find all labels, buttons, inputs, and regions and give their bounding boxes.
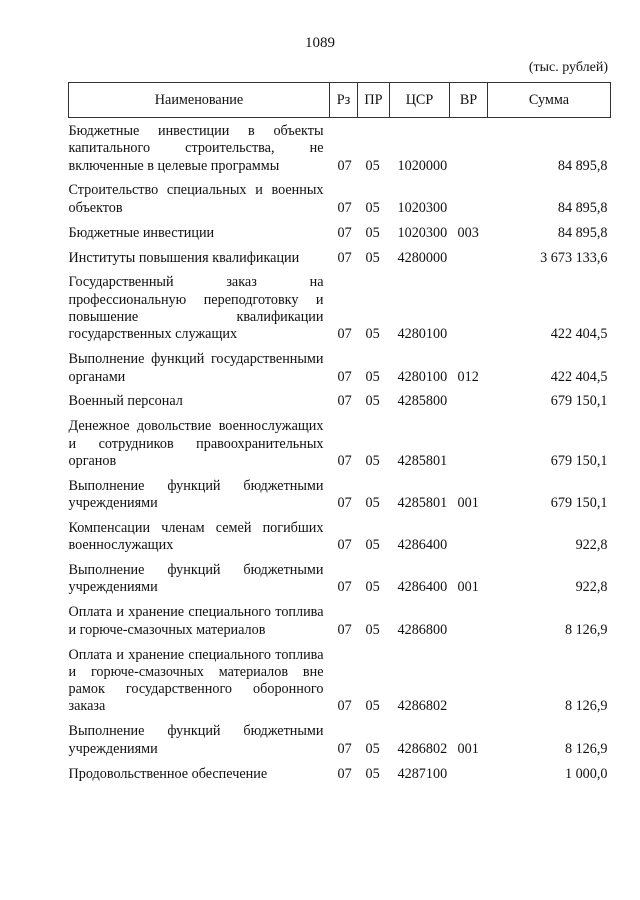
cell-sum: 8 126,9 — [564, 698, 608, 715]
cell-vr — [450, 267, 488, 344]
cell-name: Выполнение функций бюджетными учреждениями — [68, 723, 324, 757]
cell-vr — [450, 118, 488, 175]
cell-name: Бюджетные инвестиции — [68, 224, 215, 241]
cell-name: Выполнение функций государственными органами — [68, 351, 324, 385]
page-number: 1089 — [305, 35, 335, 51]
table-row — [69, 411, 611, 470]
header-rz: Рз — [330, 83, 358, 118]
cell-csr: 1020300 — [397, 199, 448, 216]
cell-vr: 001 — [457, 495, 479, 512]
cell-vr — [450, 386, 488, 411]
cell-name: Продовольственное обеспечение — [68, 765, 268, 782]
cell-sum: 679 150,1 — [550, 393, 608, 410]
cell-pr: 05 — [365, 740, 380, 757]
table-row — [69, 242, 611, 267]
cell-pr: 05 — [365, 393, 380, 410]
cell-rz: 07 — [337, 579, 352, 596]
cell-rz: 07 — [337, 326, 352, 343]
cell-sum: 8 126,9 — [564, 621, 608, 638]
table-row — [69, 470, 611, 512]
cell-csr: 4285801 — [397, 452, 448, 469]
cell-rz: 07 — [337, 199, 352, 216]
cell-rz: 07 — [337, 765, 352, 782]
cell-pr: 05 — [365, 157, 380, 174]
cell-name: Оплата и хранение специального топлива и горюче-смазочных материалов — [68, 604, 324, 638]
cell-rz: 07 — [337, 249, 352, 266]
cell-vr — [450, 758, 488, 783]
cell-pr: 05 — [365, 621, 380, 638]
cell-name: Бюджетные инвестиции в объекты капитального строительства, не включенные в целевые программы — [68, 123, 324, 174]
table-row — [69, 118, 611, 175]
cell-sum: 922,8 — [575, 579, 608, 596]
cell-csr: 4286800 — [397, 621, 448, 638]
header-vr: ВР — [450, 83, 488, 118]
cell-rz: 07 — [337, 393, 352, 410]
cell-csr: 4286802 — [397, 740, 448, 757]
cell-sum: 679 150,1 — [550, 495, 608, 512]
table-row — [69, 639, 611, 716]
cell-rz: 07 — [337, 740, 352, 757]
cell-vr — [450, 639, 488, 716]
cell-rz: 07 — [337, 368, 352, 385]
cell-rz: 07 — [337, 495, 352, 512]
cell-pr: 05 — [365, 199, 380, 216]
cell-pr: 05 — [365, 452, 380, 469]
cell-csr: 1020000 — [397, 157, 448, 174]
header-name: Наименование — [69, 83, 330, 118]
cell-sum: 679 150,1 — [550, 452, 608, 469]
cell-name: Военный персонал — [68, 393, 183, 410]
table-row — [69, 267, 611, 344]
header-csr: ЦСР — [390, 83, 450, 118]
cell-sum: 922,8 — [575, 537, 608, 554]
cell-rz: 07 — [337, 621, 352, 638]
units-label: (тыс. рублей) — [528, 60, 608, 75]
cell-name: Денежное довольствие военнослужащих и сотрудников правоохранительных органов — [68, 418, 324, 469]
cell-name: Строительство специальных и военных объектов — [68, 182, 324, 216]
cell-csr: 4280000 — [397, 249, 448, 266]
cell-rz: 07 — [337, 537, 352, 554]
cell-sum: 84 895,8 — [557, 157, 608, 174]
cell-csr: 4280100 — [397, 368, 448, 385]
cell-vr — [450, 597, 488, 639]
table-row — [69, 597, 611, 639]
cell-name: Оплата и хранение специального топлива и горюче-смазочных материалов вне рамок государственного оборонного заказа — [68, 646, 324, 715]
cell-csr: 4285800 — [397, 393, 448, 410]
cell-vr — [450, 512, 488, 554]
cell-vr: 001 — [457, 740, 479, 757]
cell-rz: 07 — [337, 157, 352, 174]
cell-name: Институты повышения квалификации — [68, 249, 300, 266]
cell-pr: 05 — [365, 326, 380, 343]
table-row — [69, 344, 611, 386]
cell-vr: 001 — [457, 579, 479, 596]
table-row — [69, 716, 611, 758]
cell-sum: 422 404,5 — [550, 368, 608, 385]
cell-name: Выполнение функций бюджетными учреждениями — [68, 562, 324, 596]
table-row — [69, 512, 611, 554]
cell-vr: 012 — [457, 368, 479, 385]
cell-csr: 1020300 — [397, 224, 448, 241]
cell-pr: 05 — [365, 537, 380, 554]
cell-pr: 05 — [365, 495, 380, 512]
cell-csr: 4286400 — [397, 537, 448, 554]
cell-csr: 4280100 — [397, 326, 448, 343]
cell-csr: 4287100 — [397, 765, 448, 782]
cell-sum: 84 895,8 — [557, 199, 608, 216]
cell-rz: 07 — [337, 698, 352, 715]
table-row — [69, 386, 611, 411]
cell-rz: 07 — [337, 452, 352, 469]
cell-sum: 422 404,5 — [550, 326, 608, 343]
cell-pr: 05 — [365, 249, 380, 266]
cell-csr: 4286802 — [397, 698, 448, 715]
cell-name: Компенсации членам семей погибших военнослужащих — [68, 519, 324, 554]
cell-vr: 003 — [457, 224, 479, 241]
cell-pr: 05 — [365, 698, 380, 715]
cell-sum: 1 000,0 — [564, 765, 608, 782]
table-header — [69, 83, 611, 118]
cell-name: Государственный заказ на профессиональную переподготовку и повышение квалификации государственных служащих — [68, 274, 324, 343]
cell-sum: 8 126,9 — [564, 740, 608, 757]
cell-pr: 05 — [365, 224, 380, 241]
cell-name: Выполнение функций бюджетными учреждениями — [68, 477, 324, 512]
table-row — [69, 175, 611, 217]
header-pr: ПР — [358, 83, 390, 118]
header-sum: Сумма — [488, 83, 611, 118]
cell-pr: 05 — [365, 579, 380, 596]
cell-rz: 07 — [337, 224, 352, 241]
table-row — [69, 217, 611, 242]
cell-sum: 3 673 133,6 — [540, 249, 608, 266]
cell-vr — [450, 175, 488, 217]
table-row — [69, 758, 611, 783]
budget-table — [68, 82, 611, 783]
cell-vr — [450, 411, 488, 470]
cell-csr: 4286400 — [397, 579, 448, 596]
cell-sum: 84 895,8 — [557, 224, 608, 241]
cell-pr: 05 — [365, 765, 380, 782]
cell-pr: 05 — [365, 368, 380, 385]
cell-csr: 4285801 — [397, 495, 448, 512]
table-row — [69, 555, 611, 597]
cell-vr — [450, 242, 488, 267]
